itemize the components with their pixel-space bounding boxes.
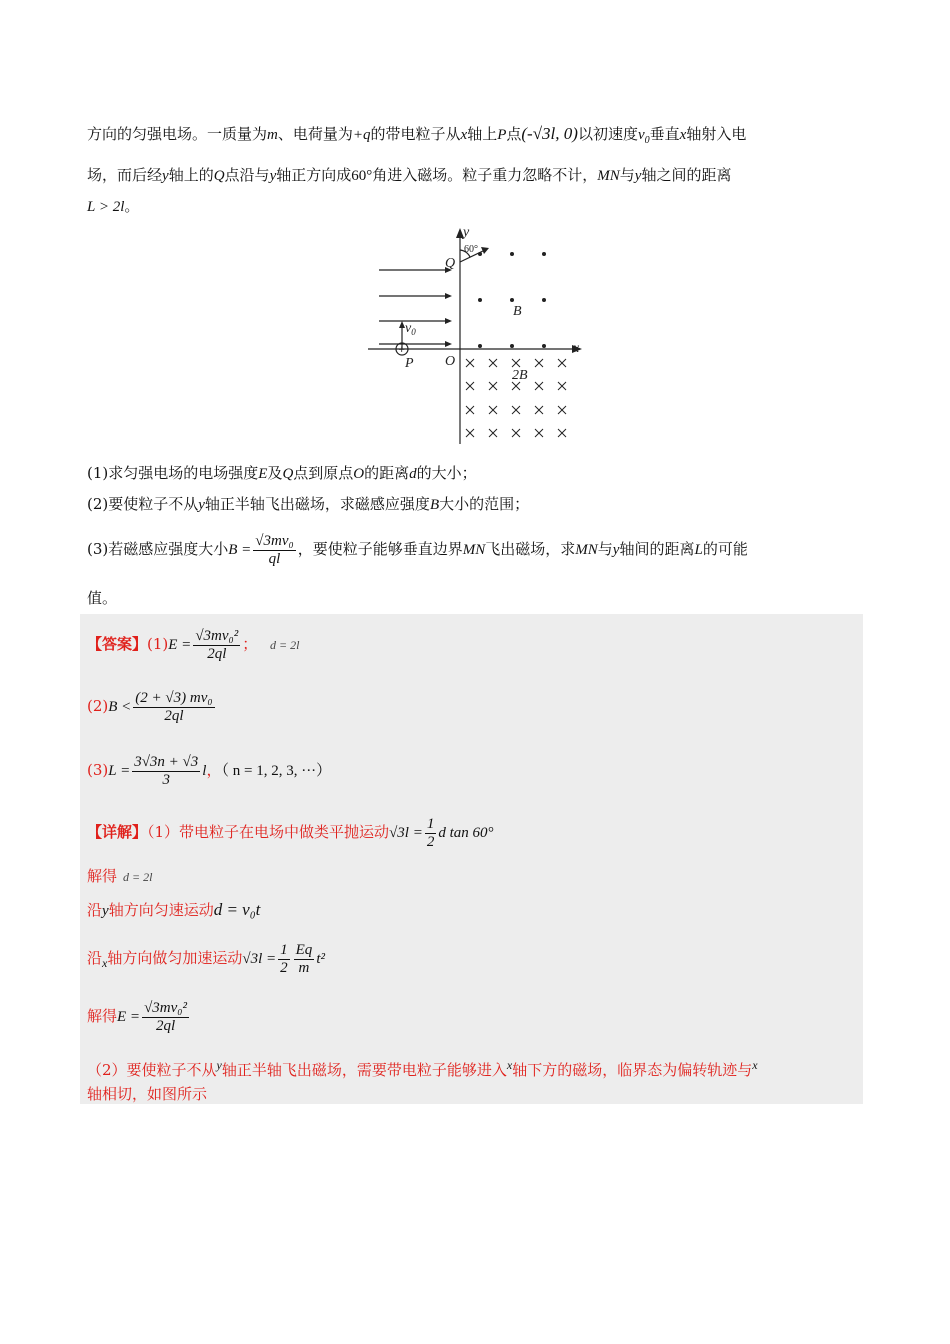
q-label: Q	[445, 256, 456, 271]
var-mn: MN	[462, 542, 486, 558]
equation-right: d tan 60°	[438, 825, 494, 841]
question-3	[87, 530, 748, 569]
question-3-end	[87, 588, 117, 608]
var-b: B =	[228, 542, 252, 558]
d-value: d = 2l	[270, 638, 300, 652]
text: 与	[619, 166, 635, 184]
var-y: y	[198, 497, 205, 513]
dots-field	[478, 252, 546, 348]
text: ，	[206, 761, 222, 779]
numerator: √3mv₀	[255, 532, 294, 549]
y-label: y	[463, 225, 470, 240]
text: 方向的匀强电场。一质量为	[87, 125, 268, 143]
var-m: m	[267, 127, 278, 143]
var-x: x	[679, 127, 687, 143]
fraction	[294, 942, 315, 977]
var-b: B <	[108, 699, 132, 715]
var-e: E	[258, 466, 268, 482]
text: 点到原点	[293, 464, 354, 482]
text: 的带电粒子从	[370, 125, 461, 143]
detail-5	[87, 996, 191, 1037]
detail-2	[87, 866, 152, 887]
text: 轴上	[467, 125, 498, 143]
t-squared: t²	[316, 951, 325, 967]
var-y: y	[216, 1058, 222, 1072]
text: 垂直	[649, 125, 680, 143]
var-mn: MN	[597, 168, 620, 184]
denominator: 2	[280, 959, 288, 976]
text: (2)要使粒子不从	[87, 495, 199, 513]
fraction	[193, 628, 240, 663]
2b-label: 2B	[512, 368, 528, 383]
var-y: y	[102, 903, 109, 919]
text: 点沿与	[224, 166, 270, 184]
var-d: d	[409, 466, 417, 482]
var-l: L =	[108, 763, 131, 779]
text: 轴射入电	[686, 125, 747, 143]
detail-6	[87, 1055, 758, 1080]
var-y: y	[634, 168, 642, 184]
equation: d = v₀t	[213, 900, 261, 919]
text: 、电荷量为	[277, 125, 353, 143]
denominator: 3	[162, 771, 170, 788]
var-l: L	[694, 542, 703, 558]
angle: 60°	[351, 168, 373, 184]
var-x: x	[506, 1058, 513, 1072]
numerator: √3mv₀²	[195, 627, 239, 644]
text: （1）带电粒子在电场中做类平抛运动	[147, 823, 390, 841]
text: ，要使粒子能够垂直边界	[297, 540, 463, 558]
var-l: l	[202, 763, 207, 779]
n-range: （ n = 1, 2, 3, ···）	[221, 763, 332, 779]
denominator: 2ql	[207, 645, 227, 662]
text: 。	[124, 197, 140, 215]
angle-label: 60°	[464, 244, 478, 255]
x-label: x	[573, 341, 580, 356]
answer-2	[87, 686, 217, 727]
text: 场，而后经	[87, 166, 163, 184]
var-o: O	[353, 466, 365, 482]
numerator: √3mv₀²	[144, 999, 187, 1016]
text: 轴上的	[168, 166, 214, 184]
equation-left: √3l =	[389, 825, 423, 841]
text: 值。	[87, 589, 118, 607]
var-v: v	[637, 127, 645, 143]
question-1	[87, 463, 477, 484]
numerator: Eq	[295, 941, 313, 958]
text: (3)若磁感应强度大小	[87, 540, 229, 558]
label: (2)	[87, 697, 109, 715]
text: 与	[597, 540, 613, 558]
label: (1)	[147, 635, 169, 653]
var-q: Q	[213, 168, 225, 184]
text: ；	[242, 635, 258, 653]
var-x: x	[460, 127, 468, 143]
var-y: y	[269, 168, 277, 184]
answer-tag: 【答案】	[87, 635, 148, 653]
o-label: O	[445, 354, 456, 369]
b-label: B	[513, 304, 522, 319]
fraction	[133, 690, 214, 725]
var-q: +q	[352, 127, 371, 143]
var-x: x	[752, 1058, 758, 1072]
condition: L > 2l	[87, 199, 125, 215]
text: (1)求匀强电场的电场强度	[87, 464, 259, 482]
numerator: 1	[280, 941, 288, 958]
text: 轴下方的磁场，临界态为偏转轨迹与	[512, 1061, 753, 1079]
text: 点	[506, 125, 522, 143]
text: 的距离	[364, 464, 410, 482]
v0-label: $v_0$	[405, 321, 416, 337]
detail-4	[87, 938, 325, 983]
var-y: y	[162, 168, 169, 184]
denominator: m	[298, 959, 310, 976]
denominator: 2ql	[155, 1017, 176, 1034]
problem-line-3	[87, 196, 139, 217]
var-p: P	[497, 127, 507, 143]
answer-1	[87, 624, 299, 665]
var-mn: MN	[575, 542, 598, 558]
sub-0: 0	[644, 135, 650, 146]
fraction	[132, 754, 200, 789]
text: 轴正方向成	[276, 166, 352, 184]
problem-line-1	[87, 124, 746, 151]
coord-p: (-√3l, 0)	[521, 124, 578, 143]
detail-tag: 【详解】	[87, 823, 148, 841]
var-y: y	[612, 542, 620, 558]
fraction	[278, 942, 290, 977]
detail-7	[87, 1084, 207, 1104]
answer-3	[87, 750, 331, 791]
numerator: 3√3n + √3	[134, 753, 199, 770]
text: 的可能	[702, 540, 748, 558]
text: 轴之间的距离	[641, 166, 732, 184]
equation-left: √3l =	[242, 951, 277, 967]
detail-3	[87, 900, 260, 921]
text: 沿	[87, 901, 103, 919]
var-q: Q	[282, 466, 294, 482]
var-e: E =	[117, 1009, 141, 1025]
numerator: 1	[426, 815, 435, 832]
text: 解得	[87, 867, 118, 885]
var-x: x	[102, 956, 108, 970]
text: 轴方向匀速运动	[108, 901, 214, 919]
detail-1	[87, 812, 494, 853]
text: 轴正半轴飞出磁场，需要带电粒子能够进入	[221, 1061, 507, 1079]
text: 轴正半轴飞出磁场，求磁感应强度	[204, 495, 430, 513]
p-label: P	[405, 356, 414, 371]
plus-sign: +	[398, 344, 405, 356]
problem-line-2	[87, 165, 731, 186]
fraction	[425, 816, 437, 851]
numerator: (2 + √3) mv₀	[135, 689, 213, 706]
fraction	[142, 1000, 189, 1035]
text: 轴间的距离	[619, 540, 695, 558]
label: (3)	[87, 761, 109, 779]
text: 轴相切，如图所示	[87, 1085, 208, 1103]
text: 角进入磁场。粒子重力忽略不计，	[372, 166, 598, 184]
text: 以初速度	[577, 125, 638, 143]
text: 沿	[87, 949, 103, 967]
text: 及	[267, 464, 283, 482]
text: 飞出磁场，求	[485, 540, 576, 558]
denominator: 2ql	[164, 707, 184, 724]
denominator: ql	[268, 550, 281, 567]
denominator: 2	[426, 833, 435, 850]
fraction	[253, 533, 295, 568]
text: 的大小；	[416, 464, 477, 482]
text: 大小的范围；	[439, 495, 530, 513]
field-diagram	[365, 222, 595, 447]
text: 解得	[87, 1007, 118, 1025]
question-2	[87, 494, 529, 515]
text: 轴方向做匀加速运动	[107, 949, 243, 967]
text: （2）要使粒子不从	[87, 1061, 217, 1079]
var-b: B	[429, 497, 440, 513]
equation: d = 2l	[123, 870, 153, 884]
var-e: E =	[168, 637, 192, 653]
